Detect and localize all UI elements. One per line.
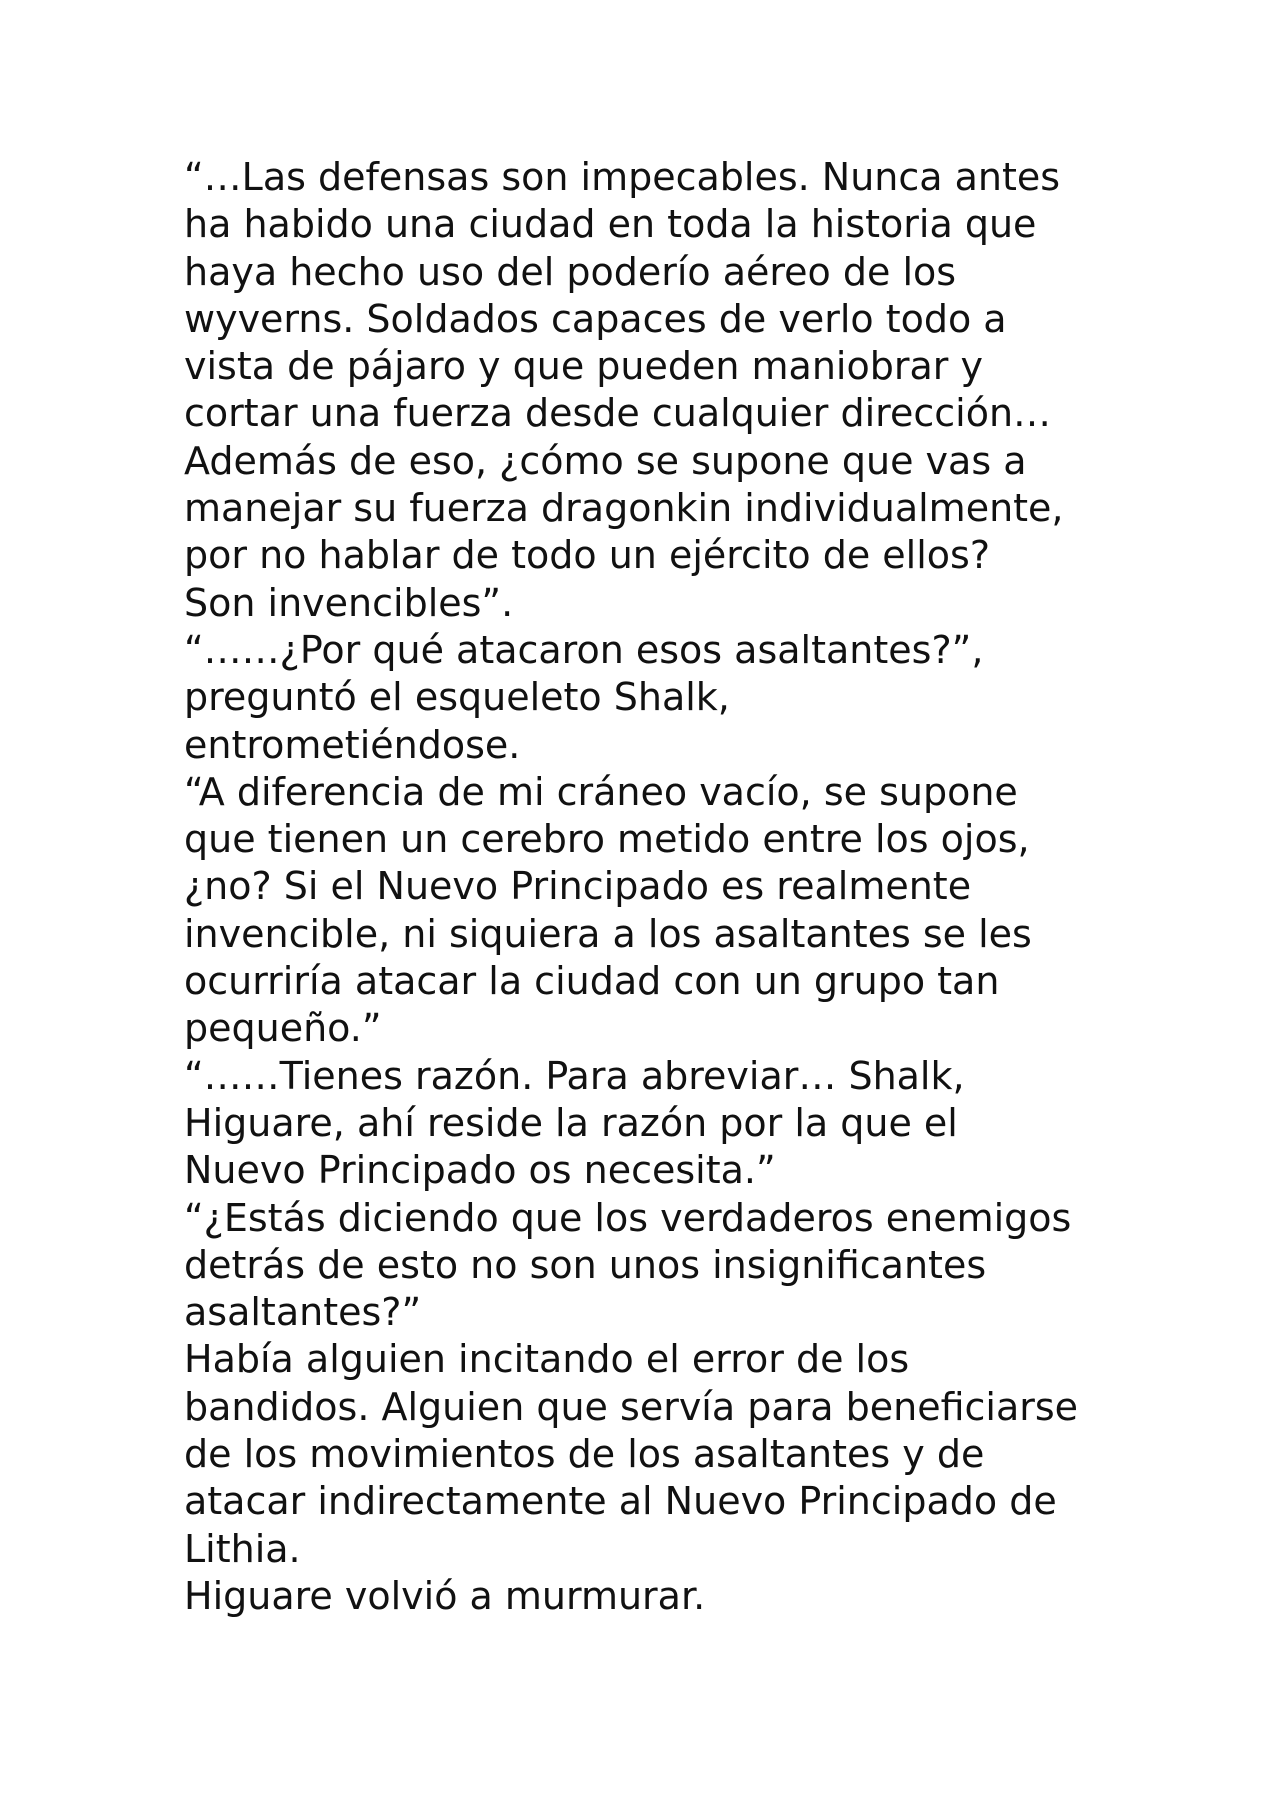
- text-line: “…Las defensas son impecables. Nunca antes: [184, 155, 1061, 199]
- text-line: Higuare, ahí reside la razón por la que el: [184, 1100, 958, 1145]
- text-line: “A diferencia de mi cráneo vacío, se supone: [184, 769, 1018, 814]
- text-line: ¿no? Si el Nuevo Principado es realmente: [184, 864, 972, 909]
- text-line: Además de eso, ¿cómo se supone que vas a: [184, 438, 1027, 483]
- text-line: “¿Estás diciendo que los verdaderos enemigos: [184, 1195, 1072, 1240]
- text-line: haya hecho uso del poderío aéreo de los: [184, 249, 957, 294]
- body-text: [184, 154, 1244, 1620]
- text-line: preguntó el esqueleto Shalk,: [184, 675, 730, 720]
- text-line: pequeño.”: [184, 1006, 382, 1051]
- text-line: bandidos. Alguien que servía para beneficiarse: [184, 1384, 1079, 1429]
- text-line: “……Tienes razón. Para abreviar… Shalk,: [184, 1053, 965, 1098]
- text-line: asaltantes?”: [184, 1290, 422, 1335]
- text-line: ha habido una ciudad en toda la historia que: [184, 202, 1037, 247]
- text-line: Había alguien incitando el error de los: [184, 1337, 910, 1382]
- text-line: invencible, ni siquiera a los asaltantes se les: [184, 911, 1032, 956]
- text-line: detrás de esto no son unos insignificantes: [184, 1242, 987, 1287]
- text-line: Higuare volvió a murmurar.: [184, 1573, 706, 1618]
- text-line: atacar indirectamente al Nuevo Principado de: [184, 1479, 1057, 1524]
- text-line: entrometiéndose.: [184, 722, 521, 767]
- text-line: Nuevo Principado os necesita.”: [184, 1148, 776, 1193]
- text-line: manejar su fuerza dragonkin individualmente,: [184, 486, 1064, 531]
- text-line: que tienen un cerebro metido entre los ojos,: [184, 817, 1030, 862]
- text-line: Son invencibles”.: [184, 580, 514, 625]
- text-line: cortar una fuerza desde cualquier dirección…: [184, 391, 1052, 436]
- text-line: “……¿Por qué atacaron esos asaltantes?”,: [184, 627, 984, 672]
- text-line: ocurriría atacar la ciudad con un grupo tan: [184, 959, 1000, 1004]
- text-line: Lithia.: [184, 1526, 301, 1571]
- text-line: de los movimientos de los asaltantes y de: [184, 1432, 985, 1477]
- text-line: vista de pájaro y que pueden maniobrar y: [184, 344, 983, 389]
- text-line: wyverns. Soldados capaces de verlo todo a: [184, 296, 1007, 341]
- text-line: por no hablar de todo un ejército de ellos?: [184, 533, 991, 578]
